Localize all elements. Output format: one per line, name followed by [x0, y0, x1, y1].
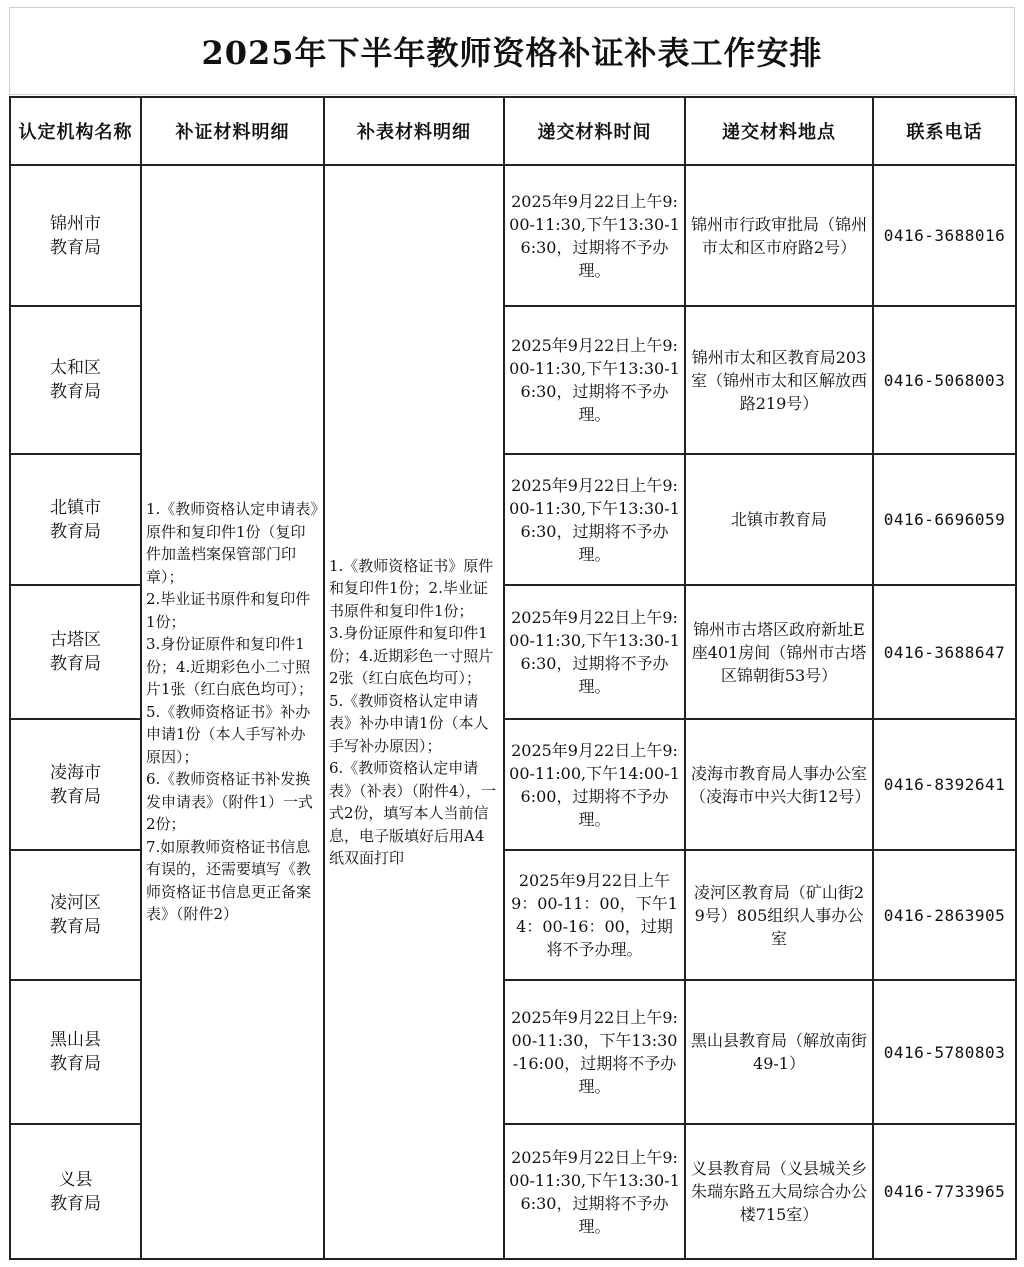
contact-phone: 0416-8392641 — [873, 719, 1016, 850]
submit-time: 2025年9月22日上午9：00-11：00，下午14：00-16：00，过期将不予办理。 — [504, 850, 685, 980]
org-name-line2: 教育局 — [50, 237, 101, 258]
contact-phone: 0416-6696059 — [873, 454, 1016, 585]
org-name — [10, 454, 141, 585]
contact-phone: 0416-2863905 — [873, 850, 1016, 980]
org-name-line2: 教育局 — [50, 521, 101, 542]
header-row — [10, 97, 1016, 165]
header-org: 认定机构名称 — [10, 97, 141, 165]
org-name-line2: 教育局 — [50, 654, 101, 674]
org-name — [10, 719, 141, 850]
cert-material-item: 1.《教师资格认定申请表》原件和复印件1份（复印件加盖档案保管部门印章）； — [146, 500, 318, 586]
org-name-line2: 教育局 — [50, 1054, 101, 1074]
org-name-line1: 太和区 — [50, 358, 101, 378]
submit-time: 2025年9月22日上午9:00-11:30，下午13:30-16:00，过期将不予办理。 — [504, 980, 685, 1124]
form-material-item: 5.《教师资格认定申请表》补办申请1份（本人手写补办原因）； — [329, 691, 489, 755]
submit-time: 2025年9月22日上午9:00-11:30,下午13:30-16:30，过期将不予办理。 — [504, 1124, 685, 1259]
org-name — [10, 1124, 141, 1259]
contact-phone: 0416-7733965 — [873, 1124, 1016, 1259]
org-name-line1: 锦州市 — [50, 213, 101, 234]
form-material-item: 6.《教师资格认定申请表》（补表）（附件4），一式2份，填写本人当前信息，电子版填好后用A4纸双面打印 — [329, 759, 497, 867]
submit-time: 2025年9月22日上午9:00-11:30,下午13:30-16:30，过期将不予办理。 — [504, 585, 685, 719]
cert-material-item: 3.身份证原件和复印件1份；4.近期彩色小二寸照片1张（红白底色均可）； — [146, 635, 314, 699]
submit-place: 义县教育局（义县城关乡朱瑞东路五大局综合办公楼715室） — [685, 1124, 873, 1259]
org-name-line1: 黑山县 — [50, 1030, 101, 1050]
form-material-item: 3.身份证原件和复印件1份；4.近期彩色一寸照片2张（红白底色均可）； — [329, 624, 494, 687]
page-title: 2025年下半年教师资格补证补表工作安排 — [201, 34, 823, 72]
org-name-line1: 义县 — [58, 1169, 93, 1190]
submit-place: 锦州市太和区教育局203室（锦州市太和区解放西路219号） — [685, 306, 873, 454]
org-name-line2: 教育局 — [50, 917, 101, 937]
form-materials-cell — [324, 165, 504, 1259]
org-name-line2: 教育局 — [50, 1193, 101, 1214]
title-box — [9, 7, 1015, 95]
org-name-line1: 凌海市 — [50, 762, 101, 783]
submit-place: 锦州市行政审批局（锦州市太和区市府路2号） — [685, 165, 873, 306]
cert-materials-cell — [141, 165, 324, 1259]
header-cert-materials: 补证材料明细 — [141, 97, 324, 165]
org-name — [10, 306, 141, 454]
submit-place: 凌河区教育局（矿山街29号）805组织人事办公室 — [685, 850, 873, 980]
org-name — [10, 980, 141, 1124]
header-form-materials: 补表材料明细 — [324, 97, 504, 165]
header-time: 递交材料时间 — [504, 97, 685, 165]
org-name-line1: 凌河区 — [50, 893, 101, 913]
submit-place: 锦州市古塔区政府新址E座401房间（锦州市古塔区锦朝街53号） — [685, 585, 873, 719]
org-name-line1: 古塔区 — [50, 630, 101, 650]
cert-material-item: 5.《教师资格证书》补办申请1份（本人手写补办原因）； — [146, 702, 311, 766]
submit-time: 2025年9月22日上午9:00-11:00,下午14:00-16:00，过期将不予办理。 — [504, 719, 685, 850]
org-name-line2: 教育局 — [50, 786, 101, 807]
contact-phone: 0416-5780803 — [873, 980, 1016, 1124]
contact-phone: 0416-3688647 — [873, 585, 1016, 719]
org-name — [10, 850, 141, 980]
cert-material-item: 7.如原教师资格证书信息有误的，还需要填写《教师资格证书信息更正备案表》（附件2） — [146, 837, 312, 924]
schedule-table — [9, 96, 1017, 1260]
submit-place: 黑山县教育局（解放南街49-1） — [685, 980, 873, 1124]
org-name-line2: 教育局 — [50, 382, 101, 402]
header-place: 递交材料地点 — [685, 97, 873, 165]
submit-time: 2025年9月22日上午9:00-11:30,下午13:30-16:30，过期将不予办理。 — [504, 306, 685, 454]
form-material-item: 1.《教师资格证书》原件和复印件1份；2.毕业证书原件和复印件1份； — [329, 556, 494, 620]
cert-material-item: 6.《教师资格证书补发换发申请表》（附件1）一式2份； — [146, 770, 314, 834]
contact-phone: 0416-3688016 — [873, 165, 1016, 306]
submit-time: 2025年9月22日上午9:00-11:30,下午13:30-16:30，过期将不予办理。 — [504, 454, 685, 585]
cert-material-item: 2.毕业证书原件和复印件1份； — [146, 590, 311, 631]
submit-place: 北镇市教育局 — [685, 454, 873, 585]
submit-place: 凌海市教育局人事办公室（凌海市中兴大街12号） — [685, 719, 873, 850]
org-name — [10, 165, 141, 306]
header-phone: 联系电话 — [873, 97, 1016, 165]
submit-time: 2025年9月22日上午9:00-11:30,下午13:30-16:30，过期将不予办理。 — [504, 165, 685, 306]
org-name — [10, 585, 141, 719]
org-name-line1: 北镇市 — [50, 497, 101, 518]
table-row — [10, 165, 1016, 306]
contact-phone: 0416-5068003 — [873, 306, 1016, 454]
